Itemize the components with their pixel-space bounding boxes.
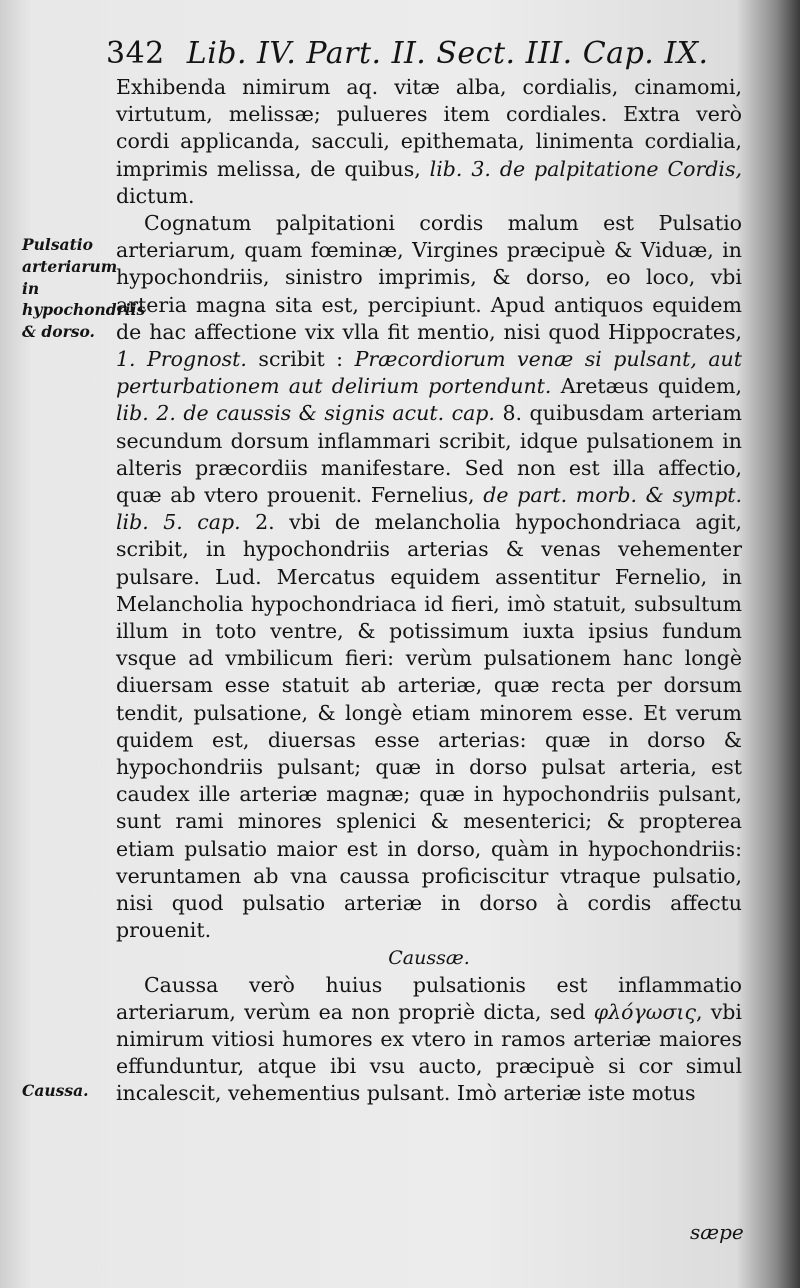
para2-text-c: Aretæus quidem, [560,374,742,399]
margin-note-caussa: Caussa. [22,1081,89,1100]
para3-text-a: Caussa verò huius pulsationis est inflammatio arteriarum, verùm ea non propriè dicta, sed [116,972,742,1024]
paragraph-1 [116,74,742,210]
para1-text: Exhibenda nimirum aq. vitæ alba, cordialis, cinamomi, virtutum, melissæ; pulueres item cordiales. Extra verò cordi applicanda, sacculi, epithemata, linimenta cordialia, imprimis melissa, de quibus, [116,75,742,181]
running-title: Lib. IV. Part. II. Sect. III. Cap. IX. [186,36,709,71]
para2-reference-2: lib. 2. de caussis & signis acut. cap. [116,401,495,426]
running-header [106,34,709,74]
para2-text-a: Cognatum palpitationi cordis malum est Pulsatio arteriarum, quam fœminæ, Virgines præcipuè & Viduæ, in hypochondriis, sinistro imprimis, & dorso, eo loco, vbi arteria magna sita est, percipiunt. Apud antiquos equidem de hac affectione vix vlla fit mentio, nisi quod Hippocrates, [116,211,742,344]
catchword: sæpe [690,1220,744,1244]
para1-end: dictum. [116,183,195,208]
para2-reference-1: 1. Prognost. [116,347,247,372]
para3-text-b: , vbi nimirum vitiosi humores ex vtero in ramos arteriæ maiores effunduntur, atque ibi vsu aucto, præcipuè si cor simul incalescit, vehementius pulsant. Imò arteriæ iste motus [116,999,742,1106]
paragraph-2 [116,210,742,944]
para2-quotation: Præcordiorum venæ si pulsant, aut perturbationem aut delirium portendunt. [116,347,742,399]
page-number: 342 [106,36,165,71]
para2-reference-3: de part. morb. & sympt. lib. 5. cap. [116,483,743,535]
para2-text-d: 8. quibusdam arteriam secundum dorsum inflammari scribit, idque pulsationem in alteris præcordiis manifestare. Sed non est illa affectio, quæ ab vtero prouenit. Fernelius, [116,401,742,508]
paragraph-3 [116,972,742,1108]
section-subheading: Caussæ. [388,946,470,969]
para2-text-b: scribit : [258,347,344,372]
margin-note-pulsatio: Pulsatio arteriarum in hypochondriis & dorso. [22,235,146,342]
para1-reference: lib. 3. de palpitatione Cordis, [429,156,742,181]
main-text [116,74,742,1108]
para2-text-e: 2. vbi de melancholia hypochondriaca agit, scribit, in hypochondriis arterias & venas vehementer pulsare. Lud. Mercatus equidem assentitur Fernelio, in Melancholia hypochondriaca id fieri, imò statuit, subsultum illum in toto ventre, & potissimum iuxta ipsius fundum vsque ad vmbilicum fieri: verùm pulsationem hanc longè diuersam esse statuit ab arteriæ, quæ recta per dorsum tendit, pulsatione, & longè etiam minorem esse. Et verum quidem est, diuersas esse arterias: quæ in dorso & hypochondriis pulsant; quæ in dorso pulsat arteria, est caudex ille arteriæ magnæ; quæ in hypochondriis pulsant, sunt rami minores splenici & mesenterici; & propterea etiam pulsatio maior est in dorso, quàm in hypochondriis: veruntamen ab vna caussa proficiscitur vtraque pulsatio, nisi quod pulsatio arteriæ in dorso à cordis affectu prouenit. [116,510,742,943]
para3-greek-word: φλόγωσις [593,999,696,1024]
